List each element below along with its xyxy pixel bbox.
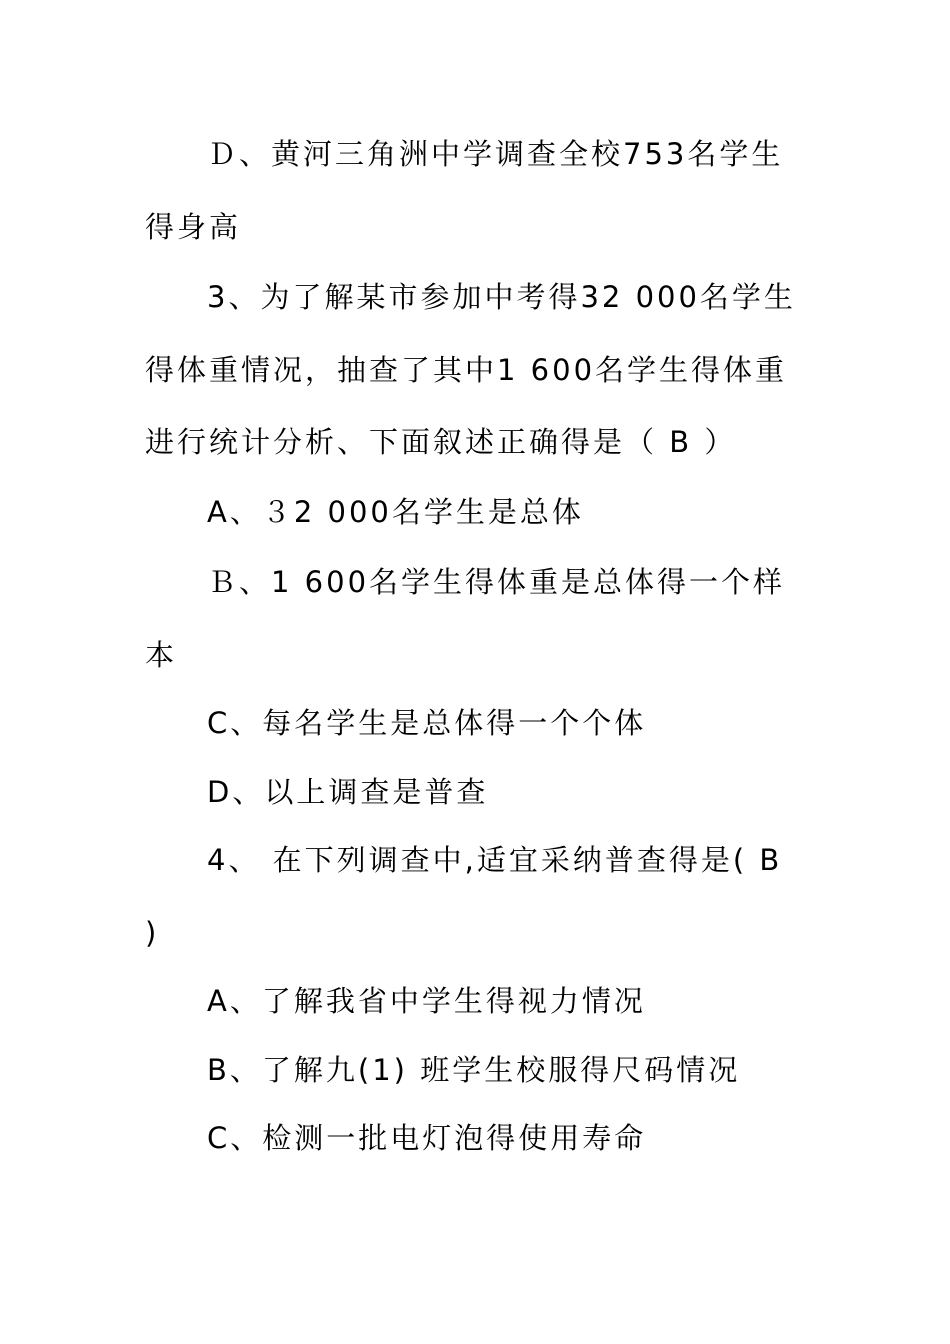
question-3-option-b: Ｂ、1 600名学生得体重是总体得一个样 — [207, 565, 786, 599]
question-4-line-2: ) — [145, 916, 160, 950]
question-4-option-b: B、了解九(1) 班学生校服得尺码情况 — [207, 1053, 741, 1087]
text-line-option-d-continued: 得身高 — [145, 210, 242, 244]
question-3-line-2: 得体重情况，抽查了其中1 600名学生得体重 — [145, 353, 788, 387]
question-3-option-b-continued: 本 — [145, 638, 178, 672]
question-4-line-1: 4、 在下列调查中,适宜采纳普查得是( B — [207, 843, 783, 877]
question-3-line-3: 进行统计分析、下面叙述正确得是（ B ） — [145, 425, 737, 459]
question-3-line-1: 3、为了解某市参加中考得32 000名学生 — [207, 280, 796, 314]
text-line-option-d: Ｄ、黄河三角洲中学调查全校753名学生 — [207, 137, 784, 171]
question-4-option-c: C、检测一批电灯泡得使用寿命 — [207, 1121, 647, 1155]
question-3-option-d: D、以上调查是普查 — [207, 775, 489, 809]
question-3-option-c: C、每名学生是总体得一个个体 — [207, 706, 647, 740]
question-4-option-a: A、了解我省中学生得视力情况 — [207, 984, 646, 1018]
question-3-option-a: A、３2 000名学生是总体 — [207, 495, 584, 529]
